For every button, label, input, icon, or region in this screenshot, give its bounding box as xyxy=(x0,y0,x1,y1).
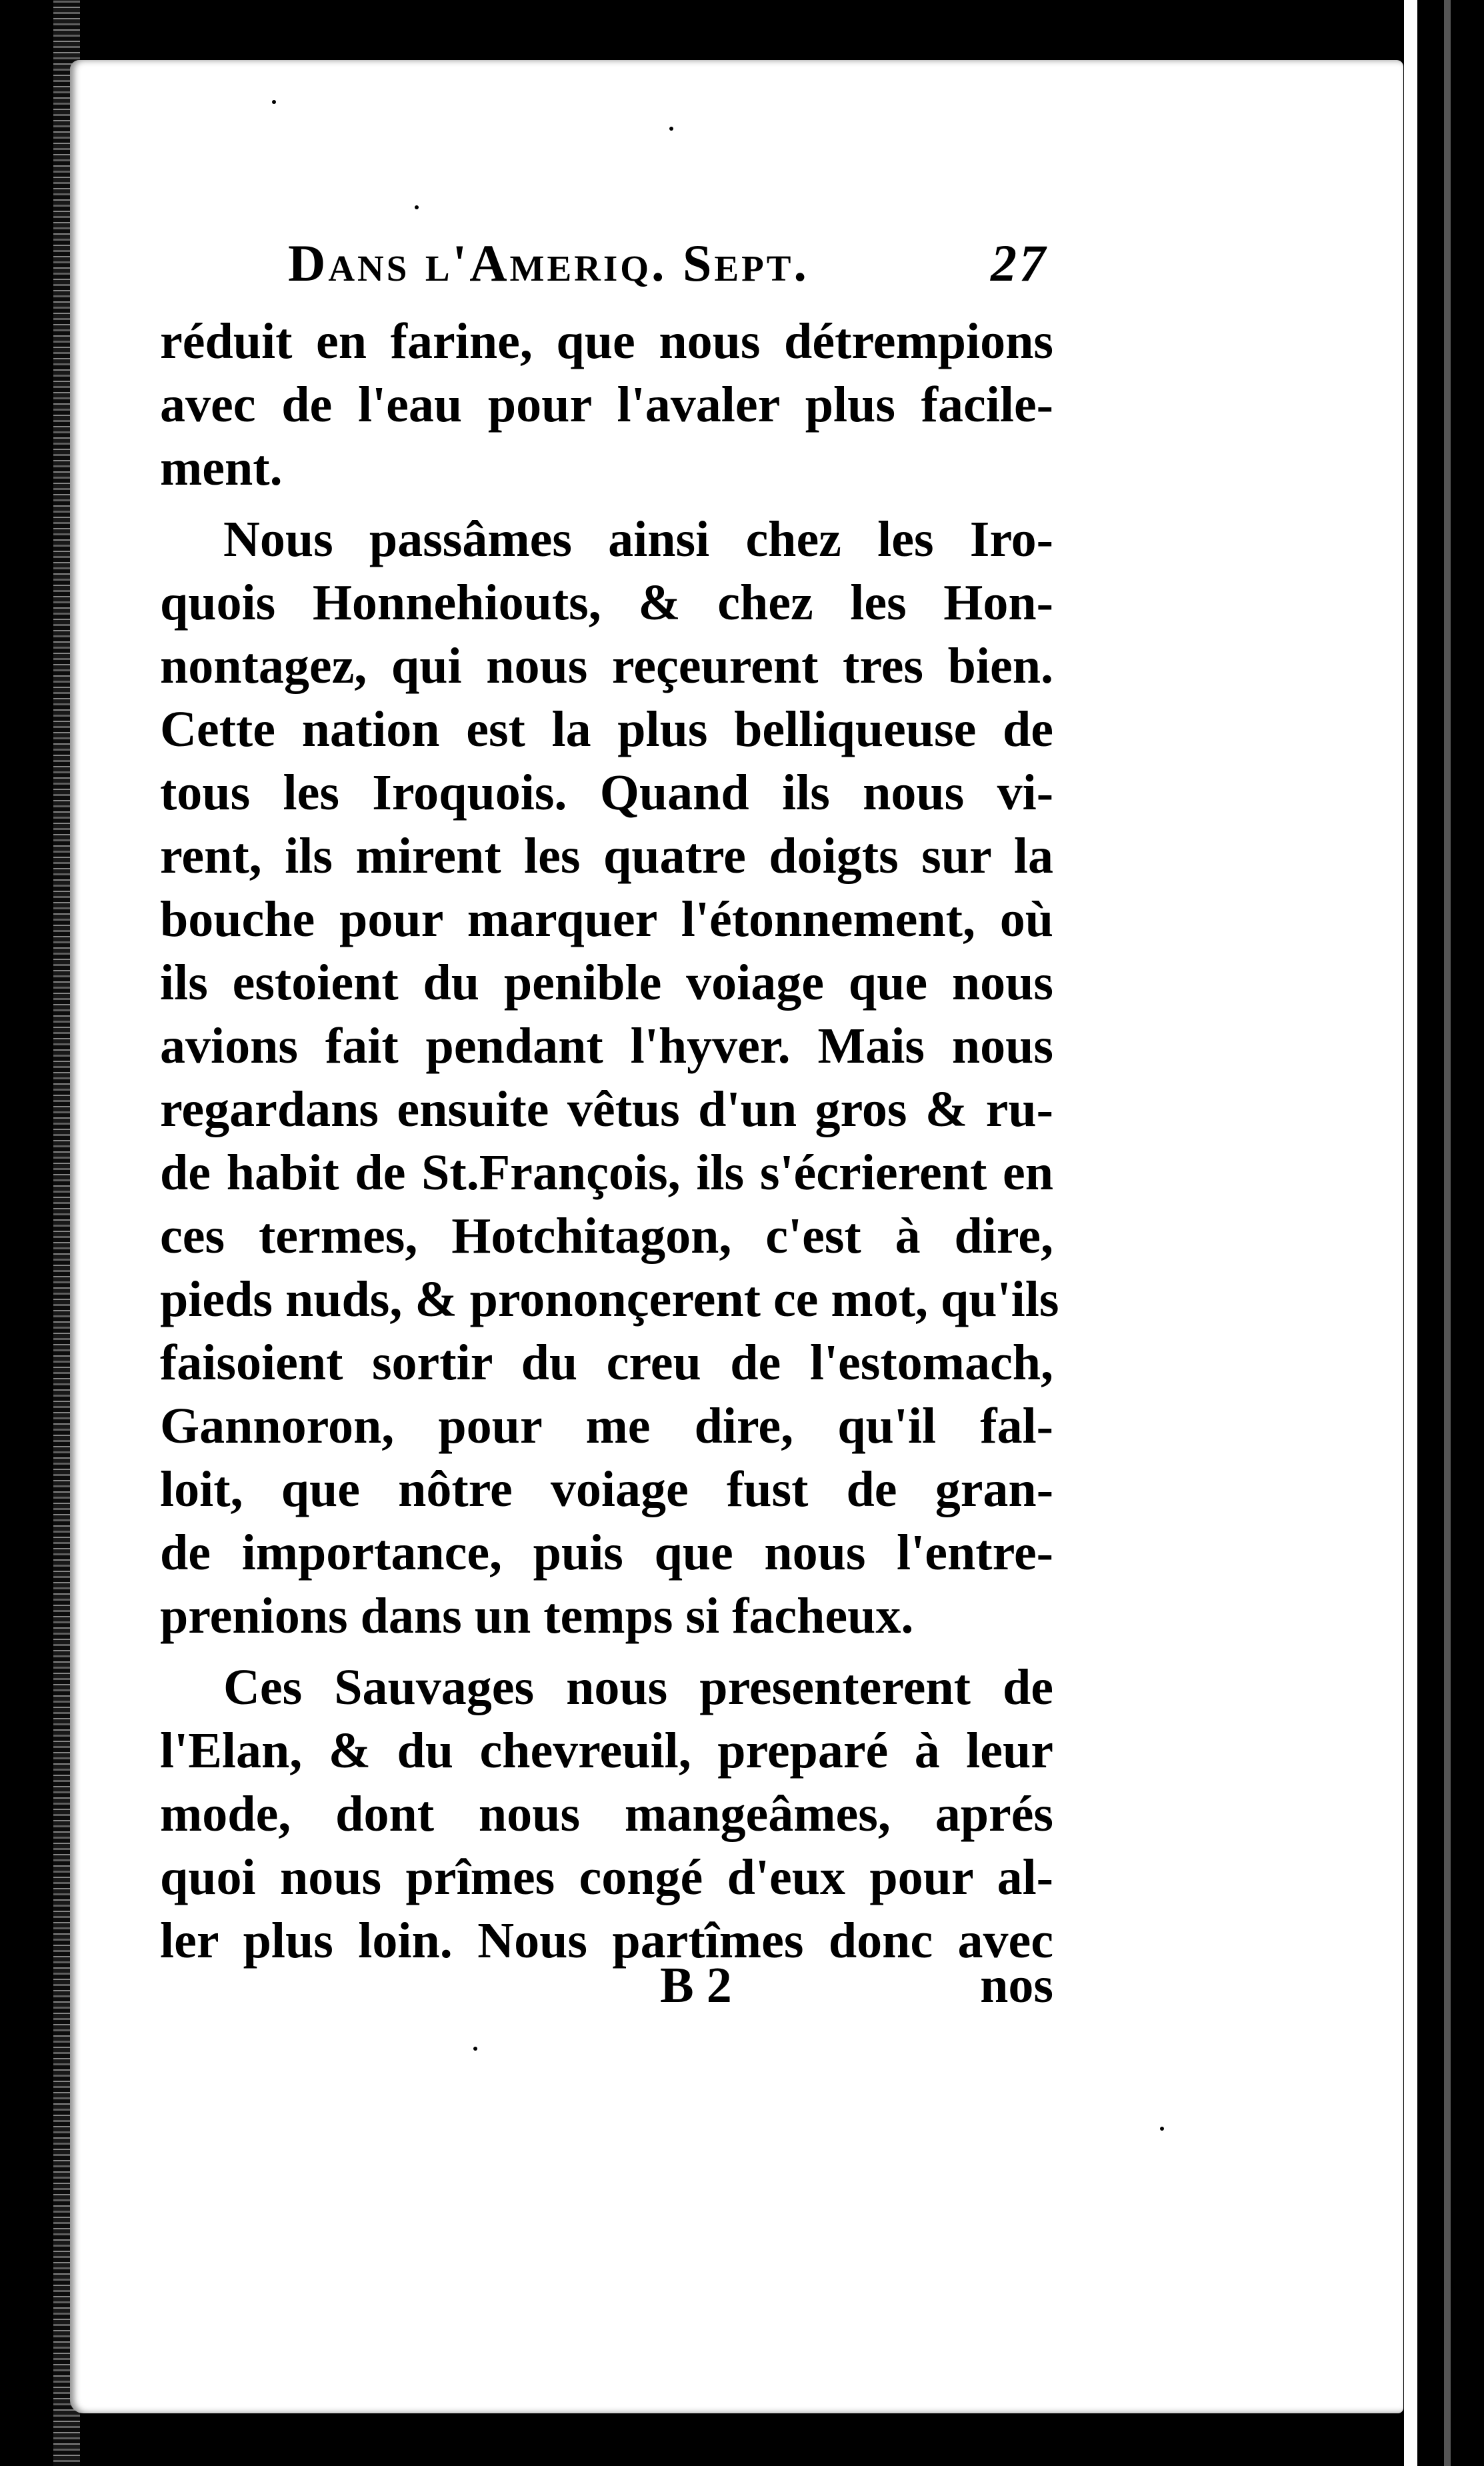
text-line: faisoient sortir du creu de l'estomach, xyxy=(160,1335,1053,1391)
text-line: loit, que nôtre voiage fust de gran- xyxy=(160,1461,1053,1517)
text-line: ces termes, Hotchitagon, c'est à dire, xyxy=(160,1208,1053,1264)
text-line: Gannoron, pour me dire, qu'il fal- xyxy=(160,1398,1053,1454)
paragraph xyxy=(160,310,1053,500)
text-line: l'Elan, & du chevreuil, preparé à leur xyxy=(160,1723,1053,1779)
text-line: ils estoient du penible voiage que nous xyxy=(160,955,1053,1011)
text-line: Nous passâmes ainsi chez les Iro- xyxy=(223,511,1053,567)
text-line: quoi nous prîmes congé d'eux pour al- xyxy=(160,1849,1053,1905)
text-line: tous les Iroquois. Quand ils nous vi- xyxy=(160,765,1053,821)
ink-speck xyxy=(1160,2127,1164,2131)
ink-speck xyxy=(669,127,673,131)
scan-border-top xyxy=(53,0,1484,63)
paragraph xyxy=(160,1656,1053,1973)
text-line: quois Honnehiouts, & chez les Hon- xyxy=(160,575,1053,631)
page-number: 27 xyxy=(991,234,1048,292)
running-head xyxy=(288,233,1048,300)
text-line: Cette nation est la plus belliqueuse de xyxy=(160,701,1053,757)
catchword: nos xyxy=(980,1957,1053,2013)
ink-speck xyxy=(473,2047,477,2051)
text-line: regardans ensuite vêtus d'un gros & ru- xyxy=(160,1081,1053,1137)
text-line: réduit en farine, que nous détrempions xyxy=(160,313,1053,369)
ink-speck xyxy=(415,205,419,209)
text-line: ler plus loin. Nous partîmes donc avec xyxy=(160,1913,1053,1969)
scan-border-right xyxy=(1404,0,1484,2466)
text-line: rent, ils mirent les quatre doigts sur la xyxy=(160,828,1053,884)
text-line: Ces Sauvages nous presenterent de xyxy=(223,1659,1053,1715)
text-line: bouche pour marquer l'étonnement, où xyxy=(160,891,1053,947)
text-line: de importance, puis que nous l'entre- xyxy=(160,1525,1053,1581)
text-line: nontagez, qui nous reçeurent tres bien. xyxy=(160,638,1053,694)
text-line: pieds nuds, & prononçerent ce mot, qu'ils xyxy=(160,1271,1059,1327)
text-line: avions fait pendant l'hyver. Mais nous xyxy=(160,1018,1053,1074)
body-text xyxy=(160,310,1059,1973)
text-line: mode, dont nous mangeâmes, aprés xyxy=(160,1786,1053,1842)
text-line: de habit de St.François, ils s'écrierent en xyxy=(160,1145,1053,1201)
text-line: avec de l'eau pour l'avaler plus facile- xyxy=(160,377,1053,433)
scan-border-left xyxy=(0,0,53,2466)
text-line: ment. xyxy=(160,440,283,496)
paragraph xyxy=(160,508,1059,1648)
text-line: prenions dans un temps si facheux. xyxy=(160,1588,914,1644)
signature-mark: B 2 xyxy=(660,1957,732,2013)
page-footer xyxy=(160,1957,1053,2020)
running-head-title: Dans l'Ameriq. Sept. xyxy=(288,234,809,292)
ink-speck xyxy=(272,100,276,104)
